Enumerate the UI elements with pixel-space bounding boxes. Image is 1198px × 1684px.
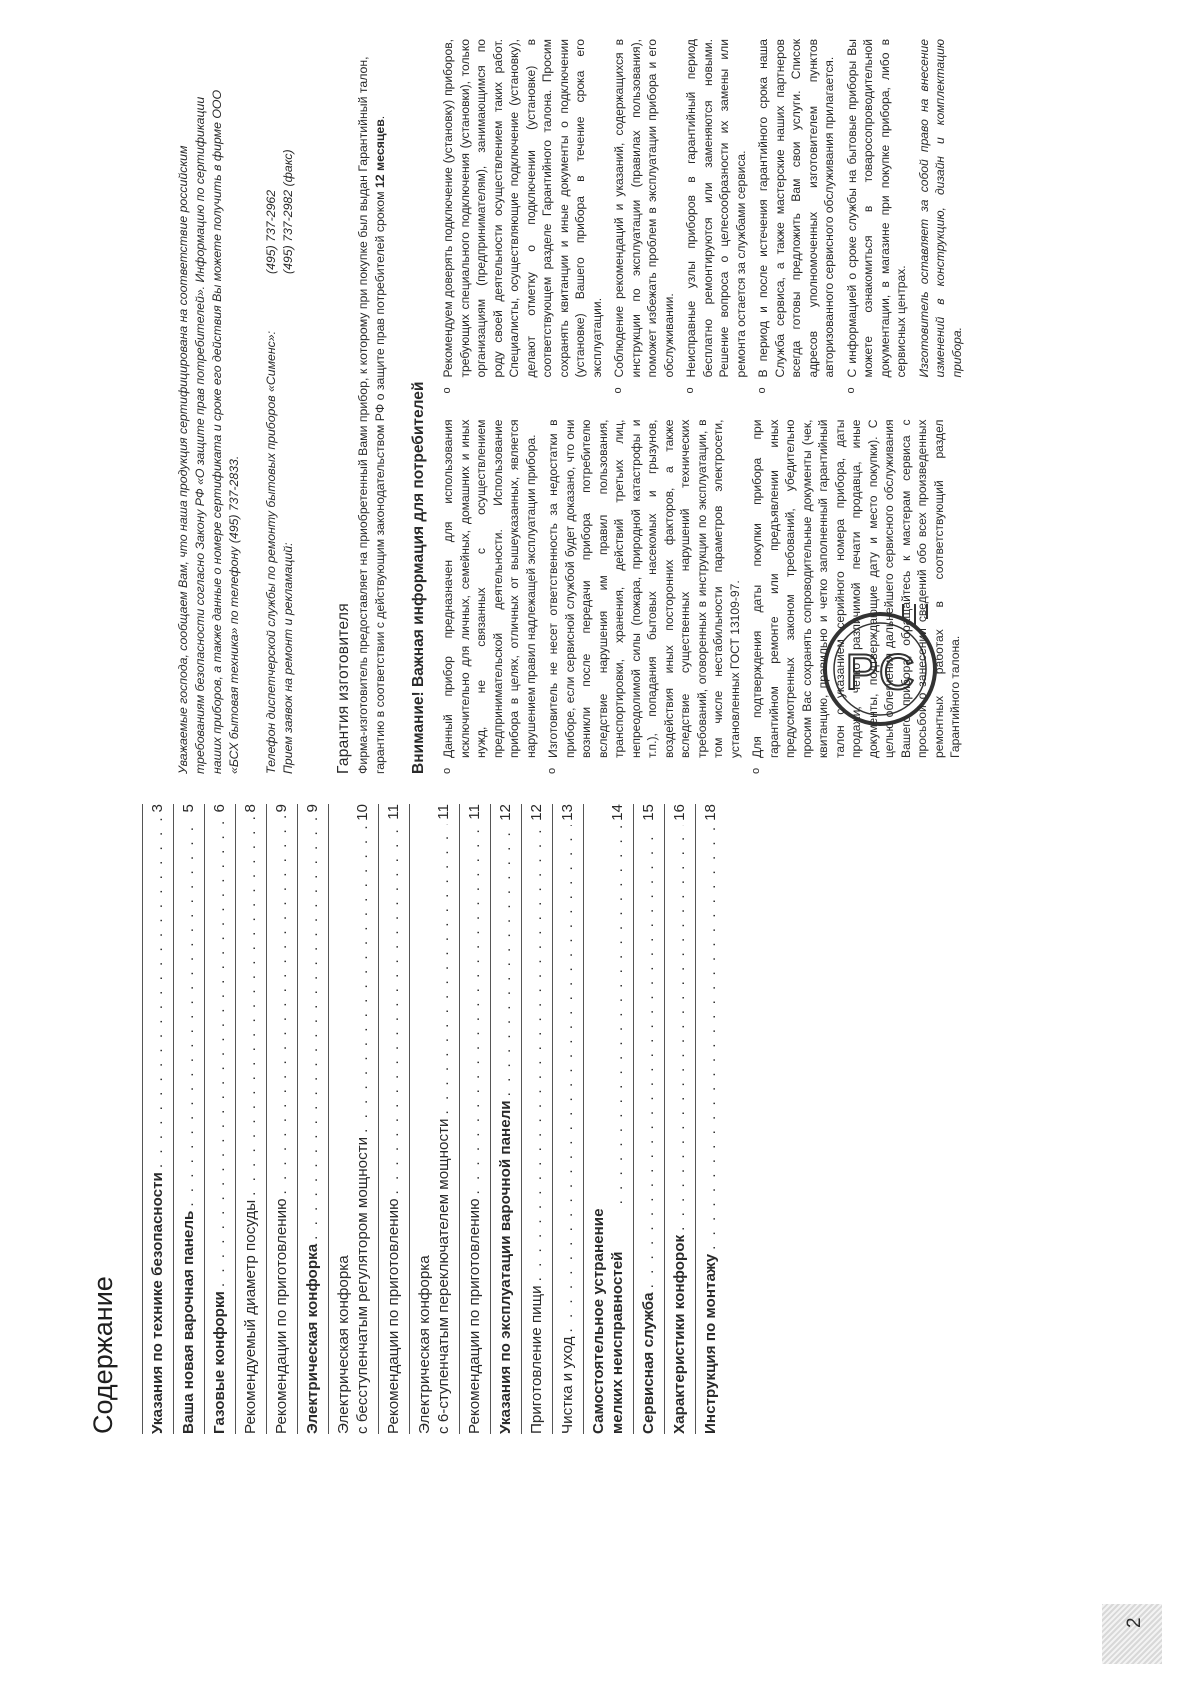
warranty-text-end: . — [373, 115, 387, 120]
toc-leader-dots — [558, 825, 577, 1333]
toc-entry-page: 12 — [497, 804, 514, 821]
certification-intro: Уважаемые господа, сообщаем Вам, что наша продукция сертифицирована на соответствие российским требованиям безопасности согласно Закону РФ «О защите прав потребителей». Информацию по сертификации наших приборов, а также данные о номере сертификата и сроке его действия Вы можете получить в фирме ООО «БСХ бытовая техника» по телефону (495) 737-2833. — [176, 89, 241, 774]
toc-entry — [695, 804, 726, 1434]
fax-phone: (495) 737-2982 (факс) — [281, 149, 295, 274]
toc-entry-page: 18 — [702, 804, 719, 821]
toc-leader-dots — [639, 825, 658, 1288]
toc-entry-title: Рекомендуемый диаметр посуды — [242, 1199, 259, 1434]
toc-leader-dots — [384, 824, 403, 1195]
toc-entry-page: 11 — [466, 804, 483, 820]
toc-leader-dots — [241, 816, 260, 1195]
toc-entry-title: Электрическая конфорка с бесступенчатым регулятором мощности — [335, 1136, 371, 1434]
dispatch-phone: (495) 737-2962 — [264, 189, 278, 274]
warranty-term: 12 месяцев — [373, 119, 387, 189]
info-bullet: o Соблюдение рекомендаций и указаний, содержащихся в инструкции по эксплуатации (правилах пользования), поможет избежать проблем в эксплуатации прибора и его обслуживании. — [611, 39, 677, 394]
toc-leader-dots — [179, 816, 198, 1206]
toc-entry-title: Газовые конфорки — [211, 1291, 228, 1434]
toc-entry-page: 9 — [304, 804, 321, 813]
info-page — [0, 14, 1198, 774]
warranty-text-body: Фирма-изготовитель предоставляет на приобретенный Вами прибор, к которому при покупке был выдан Гарантийный талон, гарантию в соответствии с действующим законодательством РФ о защите прав потребителей сроком — [356, 56, 387, 774]
important-info-title: Внимание! Важная информация для потребителей — [410, 381, 427, 774]
toc-entry-page: 14 — [609, 804, 626, 821]
toc-entry-title: Указания по технике безопасности — [149, 1172, 166, 1434]
toc-entry-page: 16 — [671, 804, 688, 821]
toc-entry-page: 9 — [273, 804, 290, 813]
toc-leader-dots — [670, 825, 689, 1231]
info-bullet: o С информацией о сроке службы на бытовые приборы Вы можете ознакомиться в товаросопроводительной документации, в магазине при покупке прибора, либо в сервисных центрах. — [844, 39, 910, 394]
toc-leader-dots — [701, 825, 720, 1250]
toc-entry-title: Рекомендации по приготовлению — [385, 1198, 402, 1434]
toc-entry-title: Указания по эксплуатации варочной панели — [497, 1100, 514, 1434]
toc-entry — [583, 804, 633, 1434]
toc-entry-title: Ваша новая варочная панель — [180, 1210, 197, 1434]
toc-entry — [173, 804, 204, 1434]
info-bullet: o Рекомендуем доверять подключение (установку) приборов, требующих специального подключения (установки), только организациям (предпринимателям), занимающимся по роду своей деятельности осуществлением таких работ. Специалисты, осуществляющие подключение (установку), делают отметку о подключении (установке) в соответствующем разделе Гарантийного талона. Просим сохранять квитанции и иные документы о подключении (установке) Вашего прибора в течение срока его эксплуатации. — [440, 39, 605, 394]
info-bullet: o Для подтверждения даты покупки прибора при гарантийном ремонте или предъявлении иных предусмотренных законом требований, убедительно просим Вас сохранять сопроводительные документы (чек, квитанцию, правильно и четко заполненный гарантийный талон с указанием серийного номера прибора, даты продажи, четко различимой печати продавца, иные документы, подтверждающие дату и место покупки). С целью облегчения дальнейшего сервисного обслуживания Вашего прибора, обращайтесь к мастерам сервиса с просьбой о занесении сведений обо всех произведенных ремонтных работах в соответствующий раздел Гарантийного талона. — [749, 420, 964, 775]
toc-leader-dots — [465, 824, 484, 1195]
toc-entry-page: 15 — [640, 804, 657, 821]
toc-entry — [490, 804, 521, 1434]
toc-entry — [142, 804, 173, 1434]
info-bullet: o Изготовитель не несет ответственность за недостатки в приборе, если сервисной службой будет доказано, что они возникли после передачи прибора потребителю вследствие нарушения им правил пользования, транспортировки, хранения, действий третьих лиц, непреодолимой силы (пожара, природной катастрофы и т.п.), попадания бытовых насекомых и грызунов, воздействия иных посторонних факторов, а также вследствие существенных нарушений технических требований, оговоренных в инструкции по эксплуатации, в том числе нестабильности параметров электросети, установленных ГОСТ 13109-97. — [545, 420, 743, 775]
toc-entry — [664, 804, 695, 1434]
dispatch-label: Телефон диспетчерской службы по ремонту бытовых приборов «Сименс»: — [264, 330, 278, 774]
toc-entry — [459, 804, 490, 1434]
toc-leader-dots — [353, 825, 372, 1133]
toc-entry — [409, 804, 459, 1434]
toc-leader-dots — [272, 816, 291, 1194]
toc-entry-title: Инструкция по монтажу — [702, 1253, 719, 1434]
toc-entry — [266, 804, 297, 1434]
toc-leader-dots — [496, 825, 515, 1096]
toc-entry-title: Электрическая конфорка — [304, 1243, 321, 1434]
toc-leader-dots — [210, 816, 229, 1287]
toc-entry-title: Самостоятельное устранение мелких неисправностей — [590, 1208, 626, 1434]
toc-entry — [297, 804, 328, 1434]
toc-entry — [633, 804, 664, 1434]
toc-title: Содержание — [88, 1276, 118, 1434]
toc-entry-title: Рекомендации по приготовлению — [466, 1198, 483, 1434]
warranty-title: Гарантия изготовителя — [335, 603, 352, 774]
toc-entry-page: 3 — [149, 804, 166, 813]
page-number: 2 — [1124, 1617, 1145, 1628]
toc-entry-title: Чистка и уход — [559, 1336, 576, 1434]
info-column-left — [440, 420, 971, 775]
toc-entry-page: 11 — [385, 804, 402, 820]
toc-entry-title: Характеристики конфорок — [671, 1234, 688, 1434]
toc-leader-dots — [148, 816, 167, 1168]
toc-entry-page: 11 — [435, 804, 452, 820]
scan-artifact — [1102, 1604, 1162, 1664]
toc-leader-dots — [527, 825, 546, 1281]
toc-entry-title: Электрическая конфорка с 6-ступенчатым переключателем мощности — [416, 1118, 452, 1434]
info-column-right — [440, 39, 971, 394]
info-bullet: o Данный прибор предназначен для использования исключительно для личных, семейных, домашних и иных нужд, не связанных с осуществлением предпринимательской деятельности. Использование прибора в целях, отличных от вышеуказанных, является нарушением правил надлежащей эксплуатации прибора. — [440, 420, 539, 775]
toc-leader-dots — [608, 825, 627, 1205]
toc-entry — [552, 804, 583, 1434]
toc-entry — [378, 804, 409, 1434]
table-of-contents — [142, 804, 726, 1434]
toc-entry-title: Рекомендации по приготовлению — [273, 1198, 290, 1434]
toc-entry-title: Приготовление пищи — [528, 1285, 545, 1434]
toc-entry-page: 13 — [559, 804, 576, 821]
info-bullet: o В период и после истечения гарантийного срока наша Служба сервиса, а также мастерские наших партнеров всегда готовы предложить Вам свои услуги. Список адресов уполномоченных изготовителем пунктов авторизованного сервисного обслуживания прилагается. — [755, 39, 838, 394]
toc-entry-page: 12 — [528, 804, 545, 821]
toc-entry-page: 6 — [211, 804, 228, 813]
dispatch-contacts — [263, 74, 297, 774]
toc-entry-title: Сервисная служба — [640, 1292, 657, 1434]
toc-entry — [204, 804, 235, 1434]
manufacturer-notice: Изготовитель оставляет за собой право на внесение изменений в конструкцию, дизайн и комплектацию прибора. — [916, 39, 964, 378]
warranty-text — [355, 54, 389, 774]
toc-leader-dots — [434, 824, 453, 1115]
toc-entry-page: 5 — [180, 804, 197, 813]
important-info-columns — [440, 39, 971, 774]
toc-entry — [235, 804, 266, 1434]
toc-entry-page: 8 — [242, 804, 259, 813]
rst-logo-text: PC — [845, 644, 915, 700]
toc-leader-dots — [303, 816, 322, 1239]
info-bullet: o Неисправные узлы приборов в гарантийный период бесплатно ремонтируются или заменяются новыми. Решение вопроса о целесообразности их замены или ремонта остается за службами сервиса. — [683, 39, 749, 394]
toc-entry — [328, 804, 378, 1434]
toc-entry — [521, 804, 552, 1434]
toc-entry-page: 10 — [354, 804, 371, 821]
claims-label: Прием заявок на ремонт и рекламаций: — [281, 542, 295, 774]
